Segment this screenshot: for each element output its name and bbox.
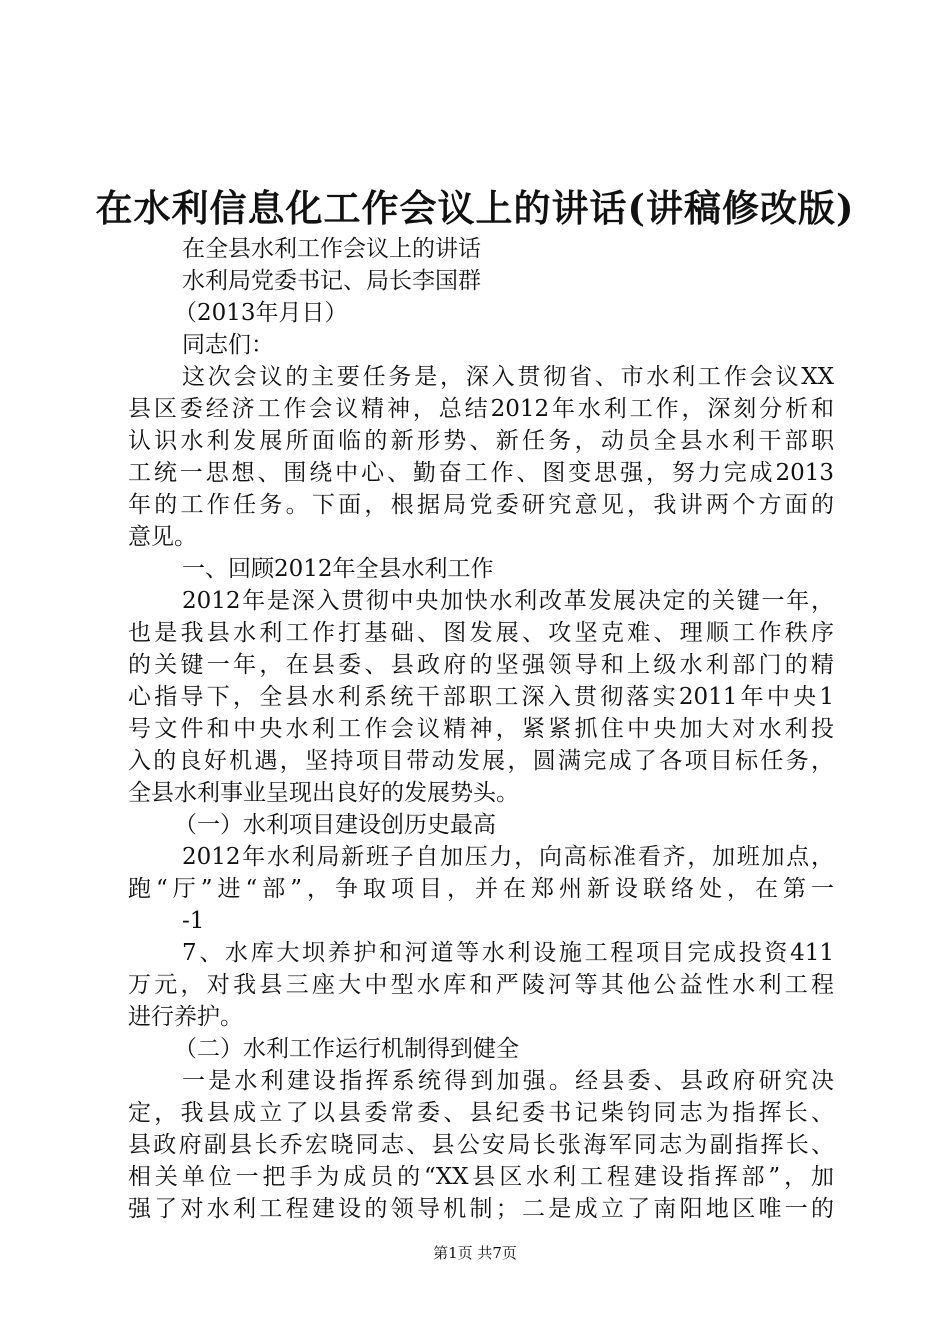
paragraph-line: 意见。	[128, 524, 197, 550]
paragraph-line: 相关单位一把手为成员的“XX县区水利工程建设指挥部”，加	[128, 1164, 834, 1190]
paragraph-line: 2012年是深入贯彻中央加快水利改革发展决定的关键一年，	[182, 588, 834, 614]
paragraph-line: 跑“厅”进“部”，争取项目，并在郑州新设联络处，在第一	[128, 876, 834, 902]
paragraph-line: 强了对水利工程建设的领导机制；二是成立了南阳地区唯一的	[128, 1196, 834, 1222]
subsection-heading: （二）水利工作运行机制得到健全	[174, 1036, 519, 1062]
paragraph-line: 县区委经济工作会议精神，总结2012年水利工作，深刻分析和	[128, 396, 834, 422]
document-title: 在水利信息化工作会议上的讲话(讲稿修改版)	[95, 186, 855, 230]
section-heading: 一、回顾2012年全县水利工作	[182, 556, 494, 582]
salutation: 同志们：	[182, 332, 274, 358]
speech-heading: 在全县水利工作会议上的讲话	[182, 236, 481, 262]
paragraph-line: 一是水利建设指挥系统得到加强。经县委、县政府研究决	[182, 1068, 834, 1094]
subsection-heading: （一）水利项目建设创历史最高	[174, 812, 496, 838]
paragraph-line: 这次会议的主要任务是，深入贯彻省、市水利工作会议XX	[182, 364, 834, 390]
paragraph-line: 进行养护。	[128, 1004, 243, 1030]
speaker-line: 水利局党委书记、局长李国群	[182, 268, 481, 294]
paragraph-line: 万元，对我县三座大中型水库和严陵河等其他公益性水利工程	[128, 972, 834, 998]
paragraph-line: 2012年水利局新班子自加压力，向高标准看齐，加班加点，	[182, 844, 834, 870]
paragraph-line: 也是我县水利工作打基础、图发展、攻坚克难、理顺工作秩序	[128, 620, 834, 646]
paragraph-line: 认识水利发展所面临的新形势、新任务，动员全县水利干部职	[128, 428, 834, 454]
paragraph-line: 定，我县成立了以县委常委、县纪委书记柴钧同志为指挥长、	[128, 1100, 834, 1126]
page-footer: 第1页 共7页	[433, 1244, 517, 1262]
paragraph-line: 的关键一年，在县委、县政府的坚强领导和上级水利部门的精	[128, 652, 834, 678]
paragraph-line: 心指导下，全县水利系统干部职工深入贯彻落实2011年中央1	[128, 684, 834, 710]
date-line: （2013年月日）	[174, 300, 348, 326]
paragraph-line: 7、水库大坝养护和河道等水利设施工程项目完成投资411	[182, 940, 834, 966]
paragraph-line: 工统一思想、围绕中心、勤奋工作、图变思强，努力完成2013	[128, 460, 834, 486]
paragraph-line: 全县水利事业呈现出良好的发展势头。	[128, 780, 519, 806]
page-break-marker: -1	[182, 908, 205, 934]
document-body	[128, 233, 834, 1225]
paragraph-line: 年的工作任务。下面，根据局党委研究意见，我讲两个方面的	[128, 492, 834, 518]
paragraph-line: 号文件和中央水利工作会议精神，紧紧抓住中央加大对水利投	[128, 716, 834, 742]
paragraph-line: 入的良好机遇，坚持项目带动发展，圆满完成了各项目标任务，	[128, 748, 834, 774]
paragraph-line: 县政府副县长乔宏晓同志、县公安局长张海军同志为副指挥长、	[128, 1132, 834, 1158]
